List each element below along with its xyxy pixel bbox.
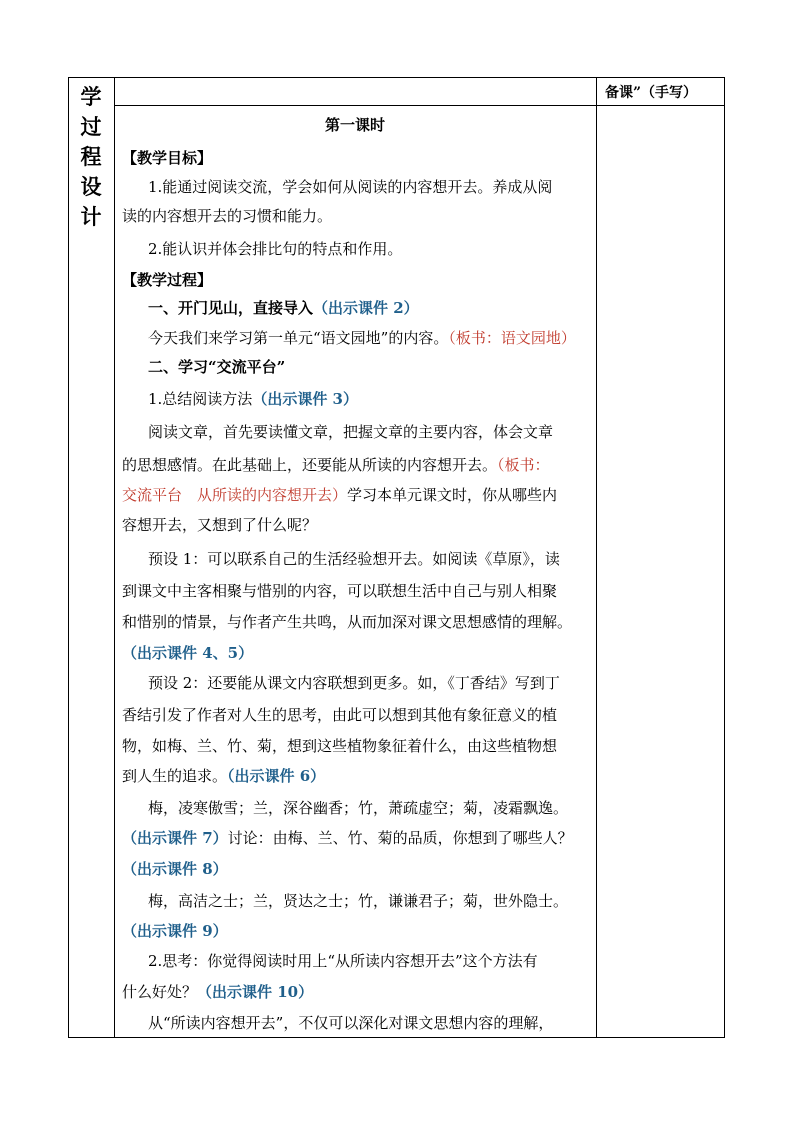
courseware-cue: （出示课件 9） (122, 922, 228, 940)
goal-2: 2.能认识并体会排比句的特点和作用。 (148, 240, 403, 258)
think-line-1: 2.思考：你觉得阅读时用上“从所读内容想开去”这个方法有 (148, 952, 538, 970)
side-title-char: 计 (80, 204, 102, 229)
courseware-cue: （出示课件 7） (122, 829, 228, 847)
process-heading: 【教学过程】 (122, 271, 213, 289)
think-line-2 (122, 981, 596, 1002)
discussion-text: 讨论：由梅、兰、竹、菊的品质，你想到了哪些人？ (227, 829, 573, 847)
notes-header: 备课”（手写） (605, 85, 698, 101)
section-1-body: 今天我们来学习第一单元“语文园地”的内容。 (148, 329, 449, 347)
paragraph-1-line-3 (122, 484, 596, 505)
section-1 (148, 297, 622, 318)
courseware-cue: （出示课件 8） (122, 860, 228, 878)
board-note: 交流平台 从所读的内容想开去） (122, 486, 348, 504)
preset-2-text: 到人生的追求。 (122, 767, 228, 785)
table-bottom-border (68, 1037, 725, 1038)
preset-2-line-2: 香结引发了作者对人生的思考，由此可以想到其他有象征意义的植 (122, 706, 558, 724)
goal-1-line-2: 读的内容想开去的习惯和能力。 (122, 207, 333, 225)
paragraph-1-line-4: 容想开去，又想到了什么呢？ (122, 516, 318, 534)
paragraph-1-text: 的思想感情。在此基础上，还要能从所读的内容想开去。 (122, 456, 498, 474)
lesson-title: 第一课时 (324, 116, 385, 134)
section-2-title: 二、学习“交流平台” (148, 358, 286, 376)
board-note: （板书： (497, 456, 550, 474)
side-title-char: 学 (80, 84, 102, 109)
section-2-1-title: 1.总结阅读方法 (148, 390, 253, 408)
discussion-line (122, 827, 596, 848)
goals-heading: 【教学目标】 (122, 149, 213, 167)
side-title-char: 设 (80, 174, 102, 199)
preset-2-line-4 (122, 765, 596, 786)
side-title-char: 程 (80, 144, 102, 169)
table-divider-side (114, 77, 115, 1038)
table-right-border (724, 77, 725, 1038)
preset-1-line-3: 和惜别的情景，与作者产生共鸣，从而加深对课文思想感情的理解。 (122, 613, 573, 631)
section-1-title: 一、开门见山，直接导入 (148, 299, 314, 317)
preset-1-line-2: 到课文中主客相聚与惜别的内容，可以联想生活中自己与别人相聚 (122, 582, 558, 600)
section-1-text (148, 327, 622, 348)
people-line: 梅，高洁之士；兰，贤达之士；竹，谦谦君子；菊，世外隐士。 (148, 892, 569, 910)
paragraph-1-line-1: 阅读文章，首先要读懂文章，把握文章的主要内容，体会文章 (148, 423, 554, 441)
board-note: （板书：语文园地） (448, 329, 576, 347)
plants-line: 梅，凌寒傲雪；兰，深谷幽香；竹，萧疏虚空；菊，凌霜飘逸。 (148, 799, 569, 817)
section-2-1 (148, 388, 622, 409)
paragraph-1-line-2 (122, 454, 596, 475)
think-text: 什么好处？ (122, 983, 198, 1001)
paragraph-1-text: 学习本单元课文时，你从哪些内 (347, 486, 558, 504)
courseware-cue: （出示课件 6） (227, 767, 326, 785)
goal-1-line-1: 1.能通过阅读交流，学会如何从阅读的内容想开去。养成从阅 (148, 178, 553, 196)
table-top-border (68, 77, 725, 78)
courseware-cue: （出示课件 3） (252, 390, 358, 408)
courseware-cue: （出示课件 4、5） (122, 644, 254, 662)
last-line: 从“所读内容想开去”，不仅可以深化对课文思想内容的理解， (148, 1014, 554, 1032)
courseware-cue: （出示课件 2） (313, 299, 419, 317)
preset-2-line-3: 物，如梅、兰、竹、菊，想到这些植物象征着什么，由这些植物想 (122, 737, 558, 755)
preset-1-line-1: 预设 1：可以联系自己的生活经验想开去。如阅读《草原》，读 (148, 550, 560, 568)
courseware-cue: （出示课件 10） (197, 983, 314, 1001)
preset-2-line-1: 预设 2：还要能从课文内容联想到更多。如，《丁香结》写到丁 (148, 674, 560, 692)
side-title-char: 过 (80, 114, 102, 139)
side-title (68, 77, 114, 1038)
